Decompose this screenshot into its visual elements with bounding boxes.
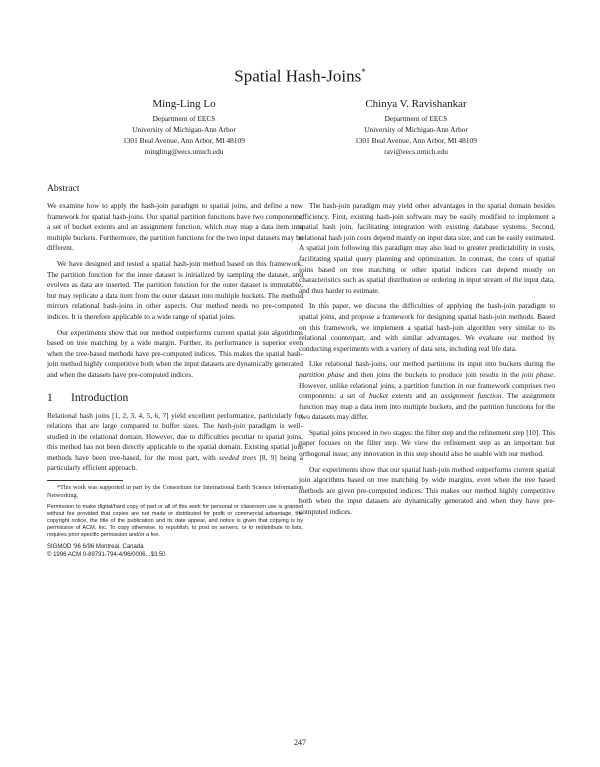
author-email: ravi@eecs.umich.edu bbox=[384, 147, 448, 156]
text-run: Relational hash joins [1, 2, 3, 4, 5, 6, 7] yield excellent performance, particularly for relations that are large compared to buffer sizes. The bbox=[47, 410, 303, 431]
author-dept: Department of EECS bbox=[384, 114, 448, 123]
text-run: paradigm is well-studied in the relational domain. However, due to difficulties peculiar to spatial joins, this method has not been directly applicable to the spatial domain. Existing spatial join methods have been tree-based, for the most part, with bbox=[47, 421, 304, 462]
abstract-paragraph: We examine how to apply the hash-join paradigm to spatial joins, and define a new framework for spatial hash-joins. Our spatial partition functions have two components: a set of bucket extents and an assignment function, which may map a data item into multiple buckets. Furthermore, the partition functions for the two input datasets may be different. bbox=[47, 201, 303, 253]
emphasis: seeded trees bbox=[219, 452, 257, 462]
author-dept: Department of EECS bbox=[152, 114, 216, 123]
author-address: 1301 Beal Avenue, Ann Arbor, MI 48109 bbox=[123, 136, 245, 145]
body-paragraph: Spatial joins proceed in two stages: the filter step and the refinement step [10]. This paper focuses on the filter step. We view the refinement step as an important but orthogonal issue; any innovation in this step should also be usable with our method. bbox=[299, 427, 555, 459]
permission-notice: Permission to make digital/hard copy of part or all of this work for personal or classroom use is granted without fee provided that copies are not made or distributed for profit or commercial advantage, the copyright notice, the title of the publication and its date appear, and notice is given that copying is by permission of ACM, Inc. To copy otherwise, to republish, to post on servers, or to redistribute to lists, requires prior specific permission and/or a fee. bbox=[47, 504, 303, 539]
emphasis: hash-join bbox=[217, 421, 246, 431]
footnote-rule bbox=[47, 480, 123, 481]
text-run: Like relational hash-joins, our method partitions its input into buckets during the bbox=[309, 359, 555, 369]
intro-paragraph bbox=[47, 411, 303, 475]
author-name: Chinya V. Ravishankar bbox=[365, 98, 467, 110]
text-run: [8, 9] being a particularly efficient approach. bbox=[47, 452, 303, 473]
conference-info bbox=[47, 544, 303, 559]
text-run: and then joins the buckets to produce join results in the bbox=[344, 369, 522, 379]
title-text: Spatial Hash-Joins bbox=[234, 66, 362, 86]
intro-heading bbox=[47, 391, 303, 405]
author-univ: University of Michigan-Ann Arbor bbox=[132, 125, 236, 134]
body-paragraph bbox=[299, 359, 555, 423]
abstract-paragraph: We have designed and tested a spatial hash-join method based on this framework. The partition function for the inner dataset is initialized by sampling the dataset, and evolves as data are inserted. The partition function for the outer dataset is immutable, but may replicate a data item from the outer dataset into multiple buckets. The method mirrors relational hash-joins in other aspects. Our method needs no pre-computed indices. It is therefore applicable to a wide range of spatial joins. bbox=[47, 258, 303, 321]
emphasis: join phase bbox=[521, 369, 554, 379]
paper-title bbox=[0, 62, 600, 87]
emphasis: partition phase bbox=[299, 369, 345, 379]
author-address: 1301 Beal Avenue, Ann Arbor, MI 48109 bbox=[355, 136, 477, 145]
text-run: . The assignment function may map a data item into multiple buckets, and the partition functions for the two datasets may differ. bbox=[299, 391, 555, 422]
body-paragraph: Our experiments show that our spatial hash-join method outperforms current spatial join algorithms based on tree matching by wide margins, even when the tree based methods are given pre-computed indices. This makes our method highly competitive both when the input datasets are dynamically generated and when they have pre-computed indices. bbox=[299, 464, 555, 517]
abstract-heading: Abstract bbox=[47, 183, 80, 194]
right-column bbox=[299, 201, 555, 523]
author-block-2 bbox=[296, 97, 536, 157]
text-run: and an bbox=[412, 391, 441, 401]
page-number: 247 bbox=[294, 738, 306, 747]
author-block-1 bbox=[64, 97, 304, 157]
author-name: Ming-Ling Lo bbox=[152, 98, 216, 110]
left-column bbox=[47, 183, 303, 559]
footnote: *This work was supported in part by the Consortium for International Earth Science Information Networking. bbox=[47, 484, 303, 499]
author-univ: University of Michigan-Ann Arbor bbox=[364, 125, 468, 134]
emphasis: assignment function bbox=[440, 391, 502, 401]
conference-line: SIGMOD '96 6/96 Montreal, Canada bbox=[47, 544, 144, 551]
emphasis: bucket extents bbox=[368, 391, 413, 401]
text-run: . However, unlike relational joins, a partition function in our framework comprises two components: a set of bbox=[299, 369, 556, 401]
section-title: Introduction bbox=[71, 390, 129, 404]
abstract-paragraph: Our experiments show that our method outperforms current spatial join algorithms based on tree matching by a wide margin. Further, its performance is superior even when the tree-based methods have pre-computed indices. This makes the spatial hash-join method highly competitive both when the input datasets are dynamically generated and when the datasets have pre-computed indices. bbox=[47, 327, 303, 379]
body-paragraph: In this paper, we discuss the difficulties of applying the hash-join paradigm to spatial joins, and propose a framework for designing spatial hash-join methods. Based on this framework, we implement a spatial hash-join algorithm very similar to its relational counterpart, and with similar advantages. We evaluate our method by conducting experiments with a variety of data sets, including real life data. bbox=[299, 301, 555, 353]
copyright-line: © 1996 ACM 0-89791-794-4/96/0006...$3.50 bbox=[47, 551, 166, 558]
body-paragraph: The hash-join paradigm may yield other advantages in the spatial domain besides efficiency. First, existing hash-join software may be easily modified to implement a spatial hash join, facilitating integration with existing database systems. Second, relational hash join costs depend mainly on input data size, and can be easily estimated. A spatial join following this paradigm may also lead to greater predictability in costs, facilitating spatial query planning and optimization. In contrast, the costs of spatial joins based on tree matching or other spatial indices can depend mostly on characteristics such as spatial distribution or ordering in input stream of the input data, and thus harder to estimate. bbox=[299, 201, 555, 295]
author-email: mingling@eecs.umich.edu bbox=[144, 147, 224, 156]
section-number: 1 bbox=[47, 390, 53, 404]
title-footnote-mark: * bbox=[361, 67, 366, 77]
